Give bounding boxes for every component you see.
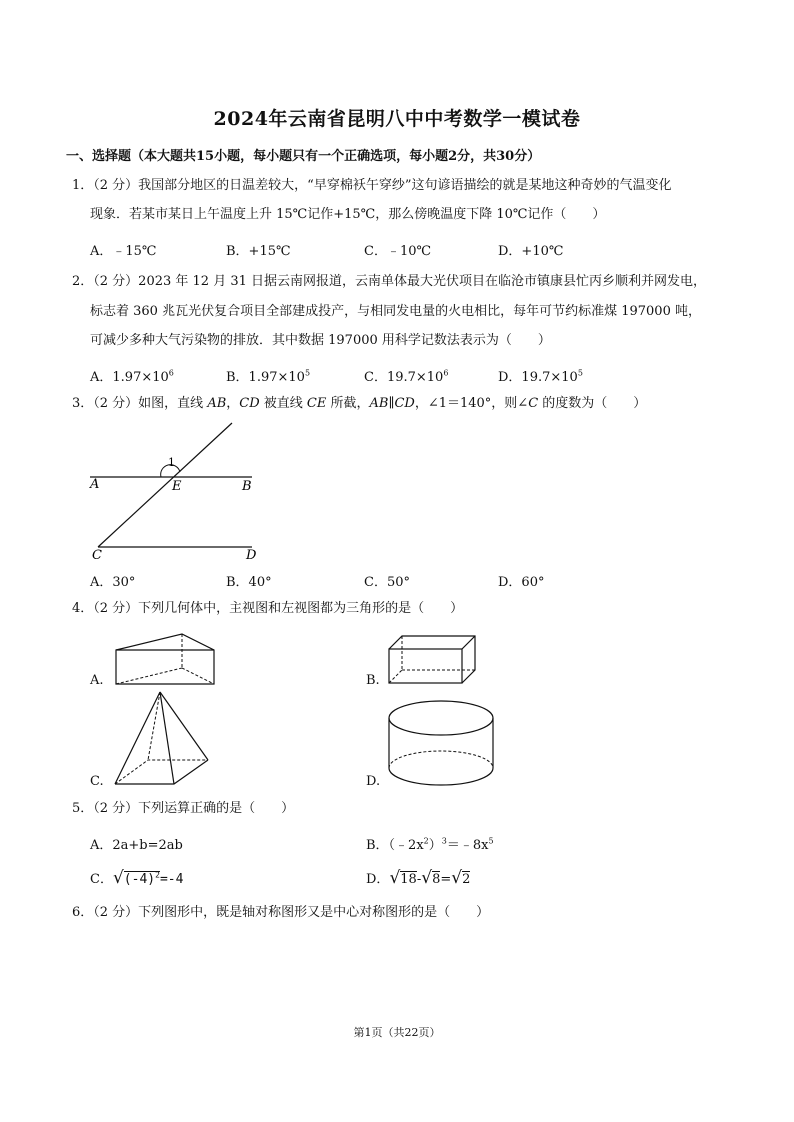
q5-option-d: D．√18-√8=√2 [366, 868, 471, 888]
page-title: 2024年云南省昆明八中中考数学一模试卷 [213, 108, 581, 130]
radicand: $(-4)^2$ [123, 870, 160, 887]
q1-line1: 1．（2 分）我国部分地区的日温差较大，“早穿棉袄午穿纱”这句谚语描绘的就是某地这种奇妙的气温变化 [72, 178, 672, 193]
q2-option-d: D．$19.7\times 10^5$ [498, 368, 583, 385]
label-1: 1 [168, 456, 175, 469]
q4-option-c: C. [90, 774, 104, 789]
label-a: A [90, 477, 100, 492]
q2-line2: 标志着 360 兆瓦光伏复合项目全部建成投产，与相同发电量的火电相比，每年可节约标准煤 197000 吨， [90, 304, 701, 319]
line-ce [98, 423, 232, 547]
triangular-prism-figure [112, 630, 217, 690]
q1-option-a: A．﹣15℃ [90, 244, 157, 259]
q1-option-d: D．+10℃ [498, 244, 564, 259]
q1-option-b: B．+15℃ [226, 244, 291, 259]
q3-option-c: C．50° [364, 575, 410, 590]
q1-line2: 现象．若某市某日上午温度上升 15℃记作+15℃，那么傍晚温度下降 10℃记作（ ） [90, 207, 606, 222]
q2-option-c: C．$19.7\times 10^6$ [364, 368, 449, 385]
page-footer: 第1页（共22页） [353, 1026, 441, 1039]
q1-option-c: C．﹣10℃ [364, 244, 432, 259]
label-e: E [172, 479, 182, 494]
q5-option-c: C．$√(-4)^2=-4$ [90, 868, 184, 888]
q6-line1: 6．（2 分）下列图形中，既是轴对称图形又是中心对称图形的是（ ） [72, 905, 490, 920]
cylinder-figure [386, 698, 496, 790]
q5-option-b: B．$(﹣2x^2)^3=﹣8x^5$ [366, 836, 494, 853]
q3-option-b: B．40° [226, 575, 272, 590]
q3-option-d: D．60° [498, 575, 545, 590]
q2-line3: 可减少多种大气污染物的排放．其中数据 197000 用科学记数法表示为（ ） [90, 333, 551, 348]
q5-line1: 5．（2 分）下列运算正确的是（ ） [72, 801, 295, 816]
cuboid-figure [386, 632, 476, 687]
q5-option-a: A．2a+b=2ab [90, 838, 183, 853]
q3-figure [88, 420, 268, 563]
pyramid-figure [112, 690, 212, 790]
q3-line1: 3．（2 分）如图，直线 AB，CD 被直线 CE 所截，AB∥CD，∠1＝140°，则∠C 的度数为（ ） [72, 396, 647, 411]
q2-line1: 2．（2 分）2023 年 12 月 31 日据云南网报道，云南单体最大光伏项目在临沧市镇康县忙丙乡顺利并网发电， [72, 274, 707, 289]
q4-option-b: B. [366, 673, 380, 688]
label-b: B [242, 479, 252, 494]
q4-option-a: A. [90, 673, 104, 688]
section-heading: 一、选择题（本大题共15小题，每小题只有一个正确选项，每小题2分，共30分） [66, 149, 541, 164]
q4-option-d: D. [366, 774, 381, 789]
q2-option-a: A．$1.97\times 10^6$ [90, 368, 174, 385]
label-c: C [92, 548, 102, 563]
q2-option-b: B．$1.97\times 10^5$ [226, 368, 311, 385]
label-d: D [246, 548, 257, 563]
q4-line1: 4．（2 分）下列几何体中，主视图和左视图都为三角形的是（ ） [72, 601, 464, 616]
q3-option-a: A．30° [90, 575, 136, 590]
